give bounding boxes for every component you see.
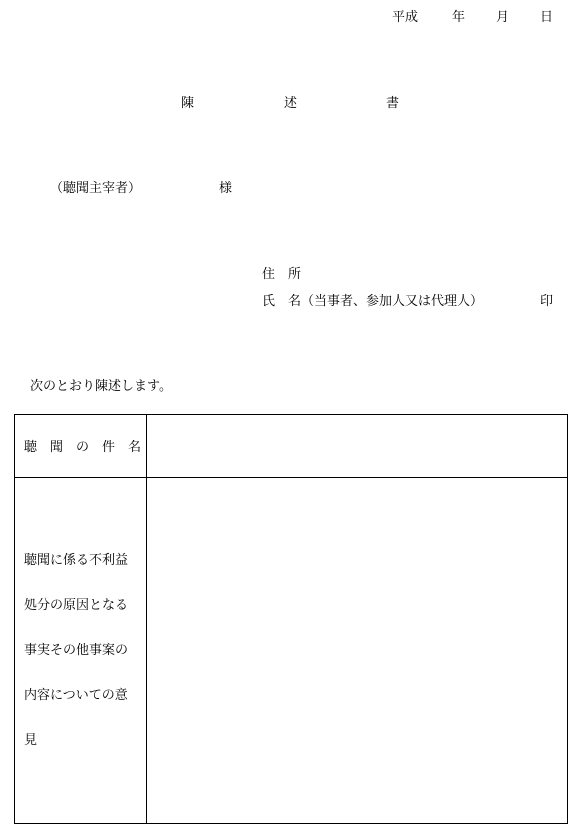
seal-mark: 印 bbox=[540, 294, 554, 309]
sender-name-label: 氏 名（当事者、参加人又は代理人） bbox=[262, 294, 484, 309]
opinion-label-line: 見 bbox=[24, 733, 38, 748]
addressee-honorific: 様 bbox=[219, 181, 233, 196]
title-char-1: 陳 bbox=[181, 96, 195, 111]
date-era: 平成 bbox=[392, 10, 419, 25]
date-day: 日 bbox=[540, 10, 554, 25]
addressee-label: （聴聞主宰者） bbox=[50, 181, 142, 196]
title-char-2: 述 bbox=[284, 96, 298, 111]
opinion-label-line: 処分の原因となる bbox=[24, 598, 129, 613]
title-char-3: 書 bbox=[386, 96, 400, 111]
opinion-label bbox=[24, 553, 144, 778]
hearing-case-name-label: 聴 聞 の 件 名 bbox=[24, 440, 142, 455]
opinion-label-line: 聴聞に係る不利益 bbox=[24, 553, 129, 568]
table-row-divider bbox=[15, 477, 567, 478]
date-year: 年 bbox=[452, 10, 466, 25]
sender-address-label: 住 所 bbox=[262, 267, 302, 282]
opinion-label-line: 事実その他事案の bbox=[24, 643, 129, 658]
statement-table bbox=[14, 414, 568, 824]
date-month: 月 bbox=[496, 10, 510, 25]
hearing-case-name-field[interactable] bbox=[155, 440, 555, 456]
opinion-label-line: 内容についての意 bbox=[24, 688, 128, 703]
intro-text: 次のとおり陳述します。 bbox=[30, 379, 172, 394]
opinion-field[interactable] bbox=[155, 485, 555, 805]
